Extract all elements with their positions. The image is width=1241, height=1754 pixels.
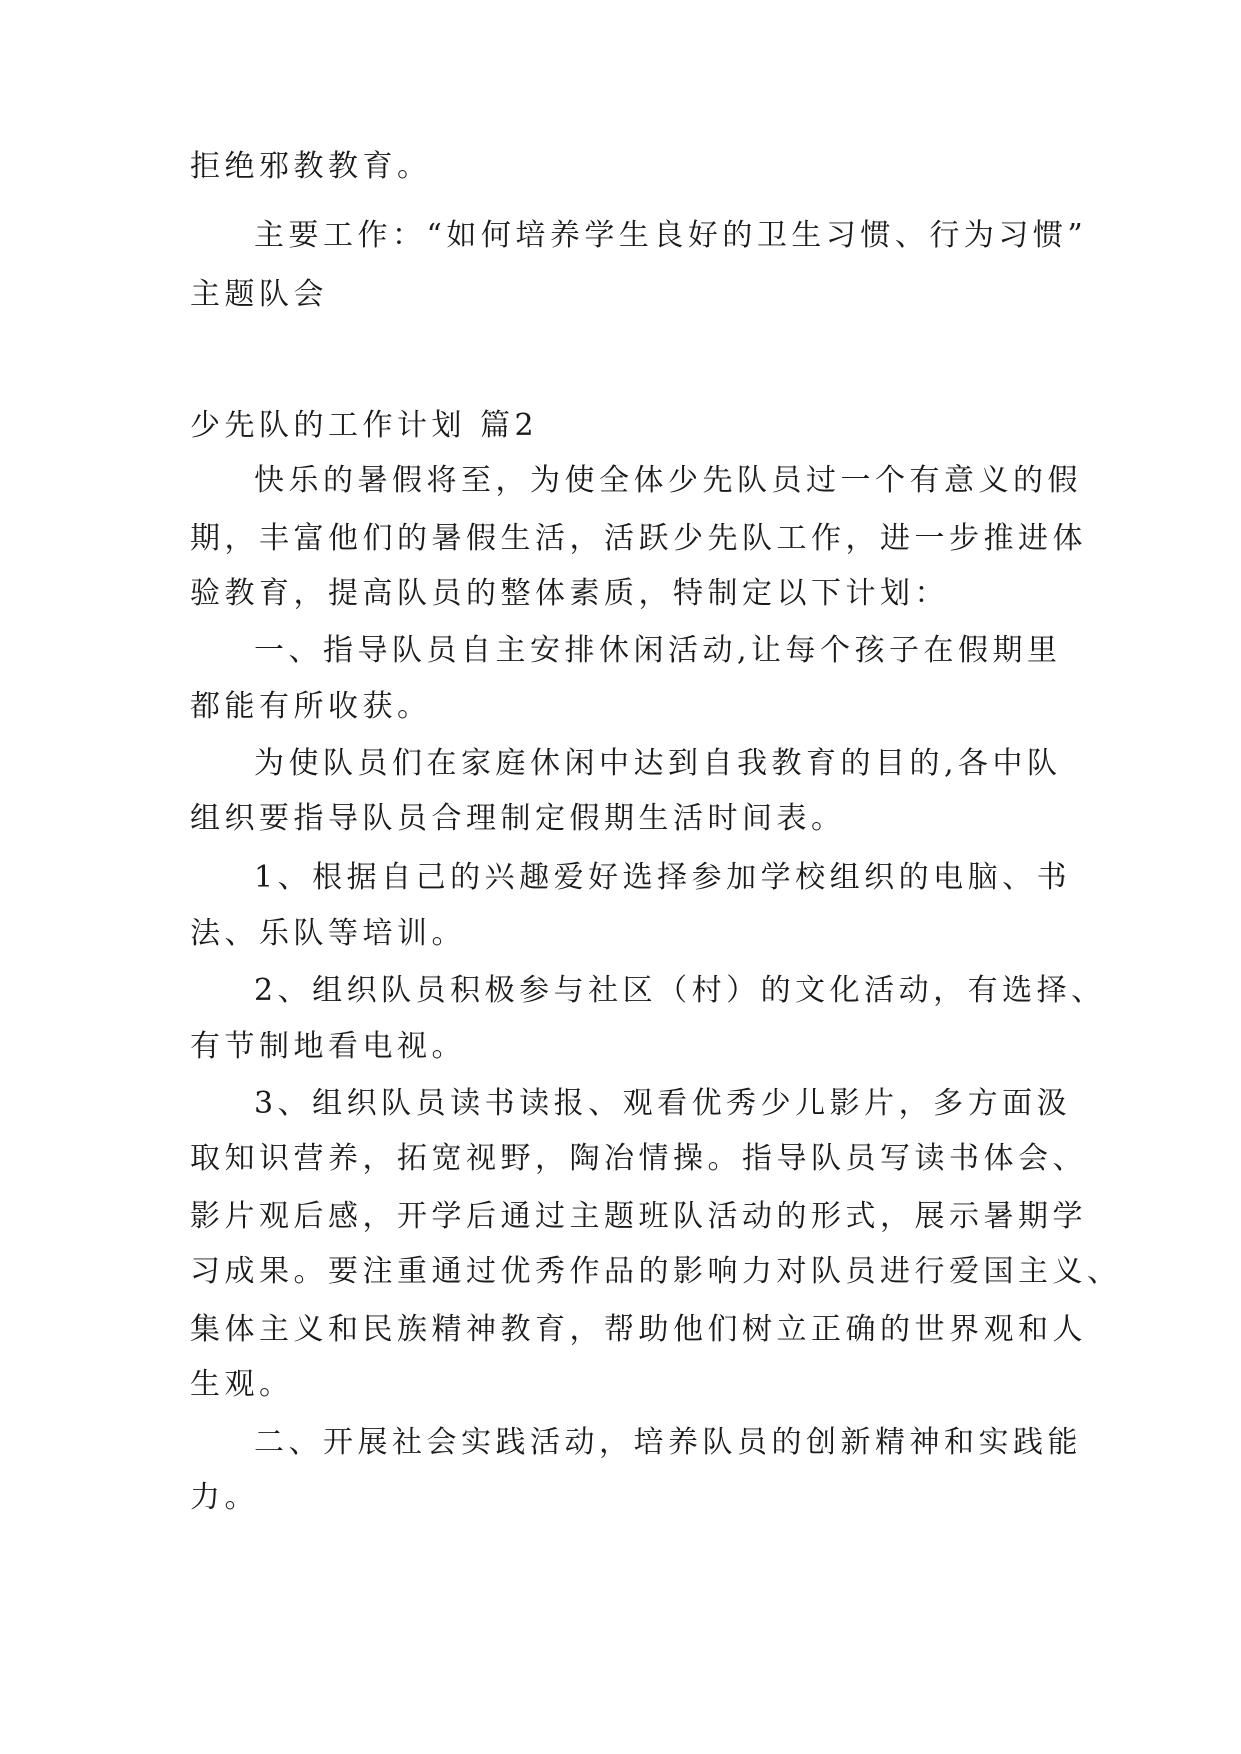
text-line: 生观。 — [190, 1367, 294, 1402]
text-line: 一、指导队员自主安排休闲活动,让每个孩子在假期里 — [254, 633, 1062, 668]
text-line: 3、组织队员读书读报、观看优秀少儿影片，多方面汲 — [254, 1086, 1072, 1121]
text-line: 2、组织队员积极参与社区（村）的文化活动，有选择、 — [254, 973, 1106, 1008]
text-line: 取知识营养，拓宽视野，陶冶情操。指导队员写读书体会、 — [190, 1141, 1087, 1176]
text-line: 主题队会 — [190, 277, 328, 312]
text-line: 组织要指导队员合理制定假期生活时间表。 — [190, 801, 846, 836]
text-line: 期，丰富他们的暑假生活，活跃少先队工作，进一步推进体 — [190, 521, 1087, 556]
text-line: 有节制地看电视。 — [190, 1029, 466, 1064]
text-line: 都能有所收获。 — [190, 689, 432, 724]
document-page — [190, 149, 1122, 1515]
text-line: 力。 — [190, 1480, 259, 1515]
text-line: 验教育，提高队员的整体素质，特制定以下计划： — [190, 576, 949, 611]
text-line: 法、乐队等培训。 — [190, 916, 466, 951]
text-line: 影片观后感，开学后通过主题班队活动的形式，展示暑期学 — [190, 1199, 1087, 1234]
text-line: 为使队员们在家庭休闲中达到自我教育的目的,各中队 — [254, 746, 1062, 781]
section-heading: 少先队的工作计划 篇2 — [190, 408, 539, 443]
text-line: 拒绝邪教教育。 — [190, 149, 432, 184]
text-line: 习成果。要注重通过优秀作品的影响力对队员进行爱国主义、 — [190, 1254, 1122, 1289]
text-line: 主要工作：“如何培养学生良好的卫生习惯、行为习惯” — [254, 218, 1088, 253]
text-line: 1、根据自己的兴趣爱好选择参加学校组织的电脑、书 — [254, 860, 1072, 895]
text-line: 集体主义和民族精神教育，帮助他们树立正确的世界观和人 — [190, 1312, 1087, 1347]
text-line: 二、开展社会实践活动，培养队员的创新精神和实践能 — [254, 1425, 1082, 1460]
text-line: 快乐的暑假将至，为使全体少先队员过一个有意义的假 — [254, 463, 1082, 498]
